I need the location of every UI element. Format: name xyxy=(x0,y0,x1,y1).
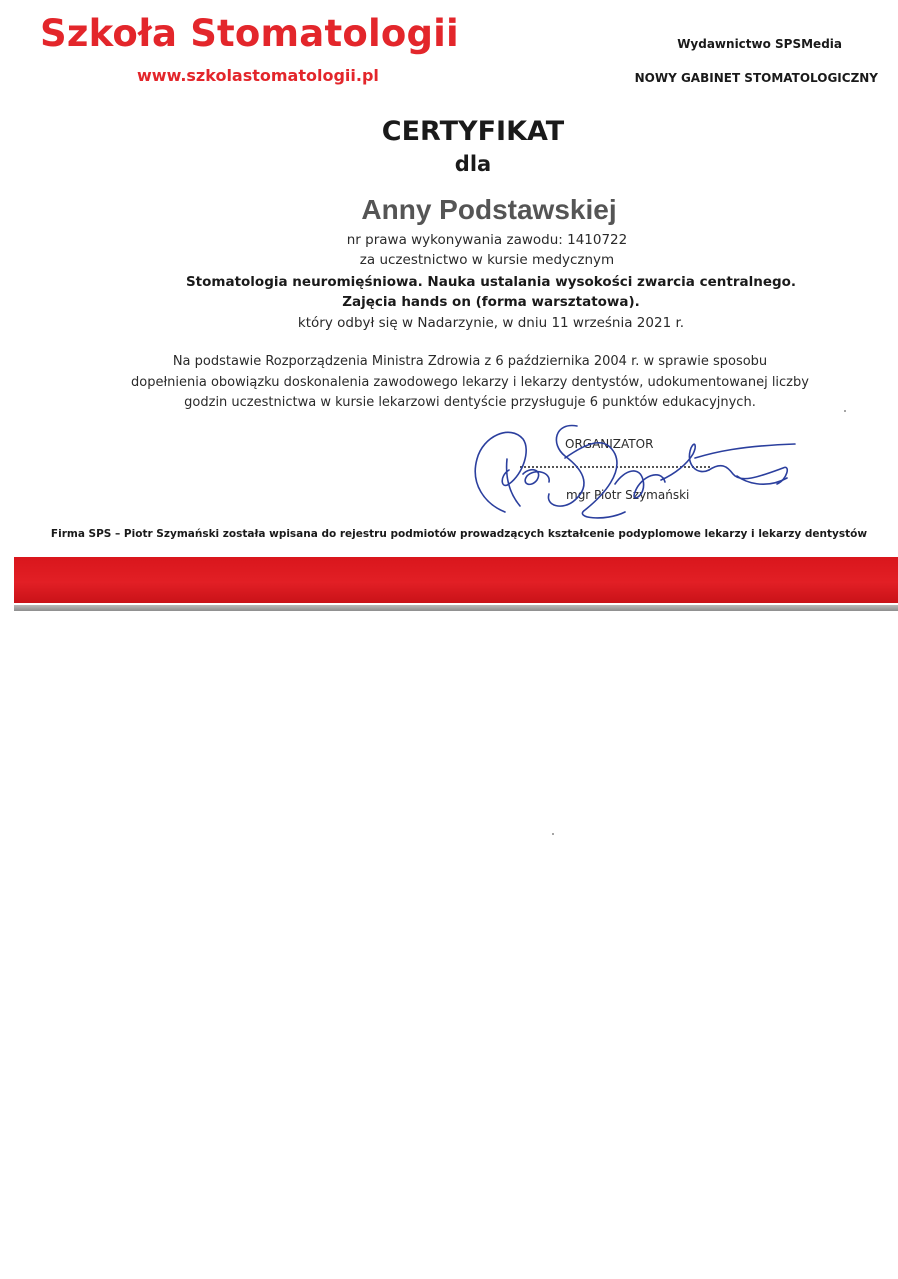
certificate-title: CERTYFIKAT xyxy=(381,116,565,147)
registry-note: Firma SPS – Piotr Szymański została wpisana do rejestru podmiotów prowadzących kształcenie podyplomowe lekarzy i lekarzy dentystów xyxy=(50,528,868,540)
signer-name: mgr Piotr Szymański xyxy=(566,488,690,502)
course-subtitle: Zajęcia hands on (forma warsztatowa). xyxy=(342,294,640,310)
legal-line-2: dopełnienia obowiązku doskonalenia zawodowego lekarzy i lekarzy dentystów, udokumentowanej liczby xyxy=(131,374,809,390)
red-footer-band xyxy=(14,557,898,603)
participation-line: za uczestnictwo w kursie medycznym xyxy=(359,252,615,268)
magazine-name: NOWY GABINET STOMATOLOGICZNY xyxy=(634,71,878,85)
brand-title: Szkoła Stomatologii xyxy=(40,12,459,55)
organizer-label: ORGANIZATOR xyxy=(565,437,654,451)
certificate-for: dla xyxy=(454,152,492,176)
scan-speck xyxy=(552,833,554,835)
scan-speck xyxy=(844,410,846,412)
legal-line-3: godzin uczestnictwa w kursie lekarzowi dentyście przysługuje 6 punktów edukacyjnych. xyxy=(184,395,756,410)
grey-footer-line xyxy=(14,605,898,611)
legal-basis xyxy=(110,352,830,414)
brand-url: www.szkolastomatologii.pl xyxy=(137,66,379,85)
course-title: Stomatologia neuromięśniowa. Nauka ustalania wysokości zwarcia centralnego. xyxy=(185,274,797,290)
legal-line-1: Na podstawie Rozporządzenia Ministra Zdrowia z 6 października 2004 r. w sprawie sposobu xyxy=(172,354,768,369)
event-line: który odbył się w Nadarzynie, w dniu 11 września 2021 r. xyxy=(297,315,685,331)
recipient-name: Anny Podstawskiej xyxy=(361,194,617,225)
license-line: nr prawa wykonywania zawodu: 1410722 xyxy=(346,232,628,248)
publisher-name: Wydawnictwo SPSMedia xyxy=(677,37,842,51)
handwritten-signature xyxy=(465,414,805,529)
